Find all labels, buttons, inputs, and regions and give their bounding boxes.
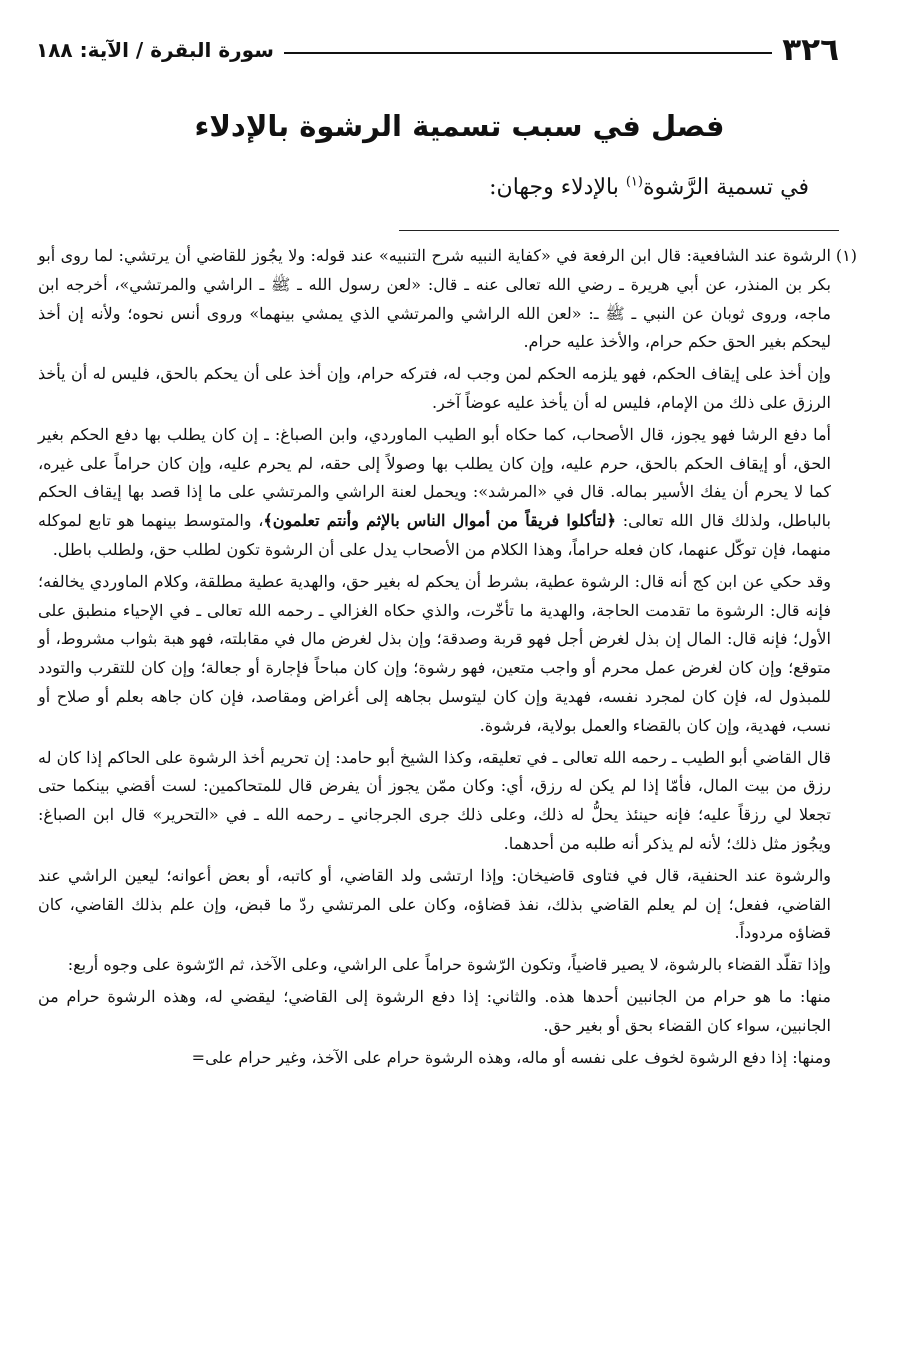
- footnote-paragraph: وقد حكي عن ابن كج أنه قال: الرشوة عطية، بشرط أن يحكم له بغير حق، والهدية عطية مطلقة، وكلام الماوردي يخالفه؛ فإنه قال: الرشوة ما تقدمت الحاجة، والهدية ما تأخّرت، والذي حكاه الغزالي ـ رحمه الله تعالى ـ في الإحياء منطبق على الأول؛ فإنه قال: المال إن بذل لغرض أجل فهو قربة وصدقة؛ وإن بذل لغرض مال في مقابلته، فهو هبة بثواب مشروط، أو متوقع؛ وإن كان لغرض عمل محرم أو واجب متعين، فهو رشوة؛ وإن كان مباحاً فإجارة أو جعالة؛ وإن كان للتقرب والتودد للمبذول له، فإن كان لمجرد نفسه، فهدية وإن كان ليتوسل بجاهه إلى أغراض ومقاصد، فإن كان جاهه بعلم أو صلاح أو نسب، فهدية، وإن كان بالقضاء والعمل بولاية، فرشوة.: [38, 571, 832, 735]
- section-heading: فصل في سبب تسمية الرشوة بالإدلاء: [194, 109, 725, 143]
- main-text: [60, 170, 809, 205]
- footnote-text: ، والمتوسط بينهما هو تابع لموكله منهما، فإن توكّل عنهما، كان فعله حراماً، وهذا الكلام من الأصحاب يدل على أن الرشوة تكون لطلب حق، ولطلب باطل.: [38, 511, 831, 559]
- footnote-paragraph: وإن أخذ على إيقاف الحكم، فهو يلزمه الحكم لمن وجب له، فتركه حرام، وإن أخذ على أن يحكم بالحق، فليس له أن يأخذ الرزق على ذلك من الإمام، فليس له أن يأخذ عليه عوضاً آخر.: [38, 364, 831, 412]
- running-title: سورة البقرة / الآية: ١٨٨: [36, 38, 274, 62]
- footnote-paragraph: [38, 421, 831, 565]
- page-number: ٣٢٦: [782, 31, 839, 68]
- page-header: [36, 30, 839, 70]
- header-rule: [284, 30, 772, 54]
- footnote-paragraph: الرشوة عند الشافعية: قال ابن الرفعة في «كفاية النبيه شرح التنبيه» عند قوله: ولا يجُوز للقاضي أن يرتشي: لما روى أبو بكر بن المنذر، عن أبي هريرة ـ رضي الله تعالى عنه ـ قال: «لعن رسول الله ـ ﷺ ـ الراشي والمرتشي»، أخرجه ابن ماجه، وروى ثوبان عن النبي ـ ﷺ ـ: «لعن الله الراشي والمرتشي الذي يمشي بينهما» وروى أنس نحوه؛ ولأنه إن أخذ ليحكم بغير الحق حكم حرام، والأخذ عليه حرام.: [38, 246, 831, 352]
- footnote-reference[interactable]: (١): [625, 174, 643, 190]
- footnote-text: أما دفع الرشا فهو يجوز، قال الأصحاب، كما حكاه أبو الطيب الماوردي، وابن الصباغ: ـ إن كان يطلب بها دفع الحكم بغير الحق، أو إيقاف الحكم بالحق، حرم عليه، وإن كان يطلب بها وصولاً إلى حقه، لم يحرم عليه، وإن كان حراماً على غيره، كما لا يحرم أن يفك الأسير بماله. قال في «المرشد»: ويحمل لعنة الراشي والمرتشي على ما إذا قصد بها إيقاف الحكم بالباطل، ولذلك قال الله تعالى:: [38, 424, 832, 531]
- quran-quote: ﴿لتأكلوا فريقاً من أموال الناس بالإثم وأنتم تعلمون﴾: [263, 511, 616, 531]
- footnote-separator: [399, 230, 839, 231]
- footnote-paragraph: ومنها: إذا دفع الرشوة لخوف على نفسه أو ماله، وهذه الرشوة حرام على الآخذ، وغير حرام على=: [191, 1047, 831, 1067]
- footnote-paragraph: منها: ما هو حرام من الجانبين أحدها هذه. والثاني: إذا دفع الرشوة إلى القاضي؛ ليقضي له، وهذه الرشوة حرام من الجانبين، سواء كان القضاء بحق أو بغير حق.: [38, 986, 831, 1035]
- footnote-paragraph: قال القاضي أبو الطيب ـ رحمه الله تعالى ـ في تعليقه، وكذا الشيخ أبو حامد: إن تحريم أخذ الرشوة على الحاكم إذا كان له رزق من بيت المال، فأمّا إذا لم يكن له رزق، أي: وكان ممّن يجوز أن يفرض قال للمتحاكمين: لست أقضي بينكما حتى تجعلا لي رزقاً عليه؛ فإنه حينئذ يحلُّ له ذلك، وعلى ذلك جرى الجرجاني ـ رحمه الله ـ في «التحرير» قال ابن الصباغ: ويجُوز مثل ذلك؛ لأنه لم يذكر أنه طلبه من أحدهما.: [38, 747, 832, 853]
- footnote-marker: (١): [835, 246, 857, 265]
- main-text-after: بالإدلاء وجهان:: [489, 175, 626, 200]
- footnote-body: [38, 242, 831, 1075]
- footnote-paragraph: وإذا تقلّد القضاء بالرشوة، لا يصير قاضياً، وتكون الرّشوة حراماً على الراشي، وعلى الآخذ، ثم الرّشوة على وجوه أربع:: [67, 955, 831, 975]
- footnote-paragraph: والرشوة عند الحنفية، قال في فتاوى قاضيخان: وإذا ارتشى ولد القاضي، أو كاتبه، أو بعض أعوانه؛ ليعين الراشي عند القاضي، ففعل؛ إن لم يعلم القاضي بذلك، نفذ قضاؤه، وكان على المرتشي ردّ ما قبض، وإن علم بذلك القاضي، كان قضاؤه مردوداً.: [38, 865, 831, 943]
- main-text-before: في تسمية الرَّشوة: [642, 175, 809, 200]
